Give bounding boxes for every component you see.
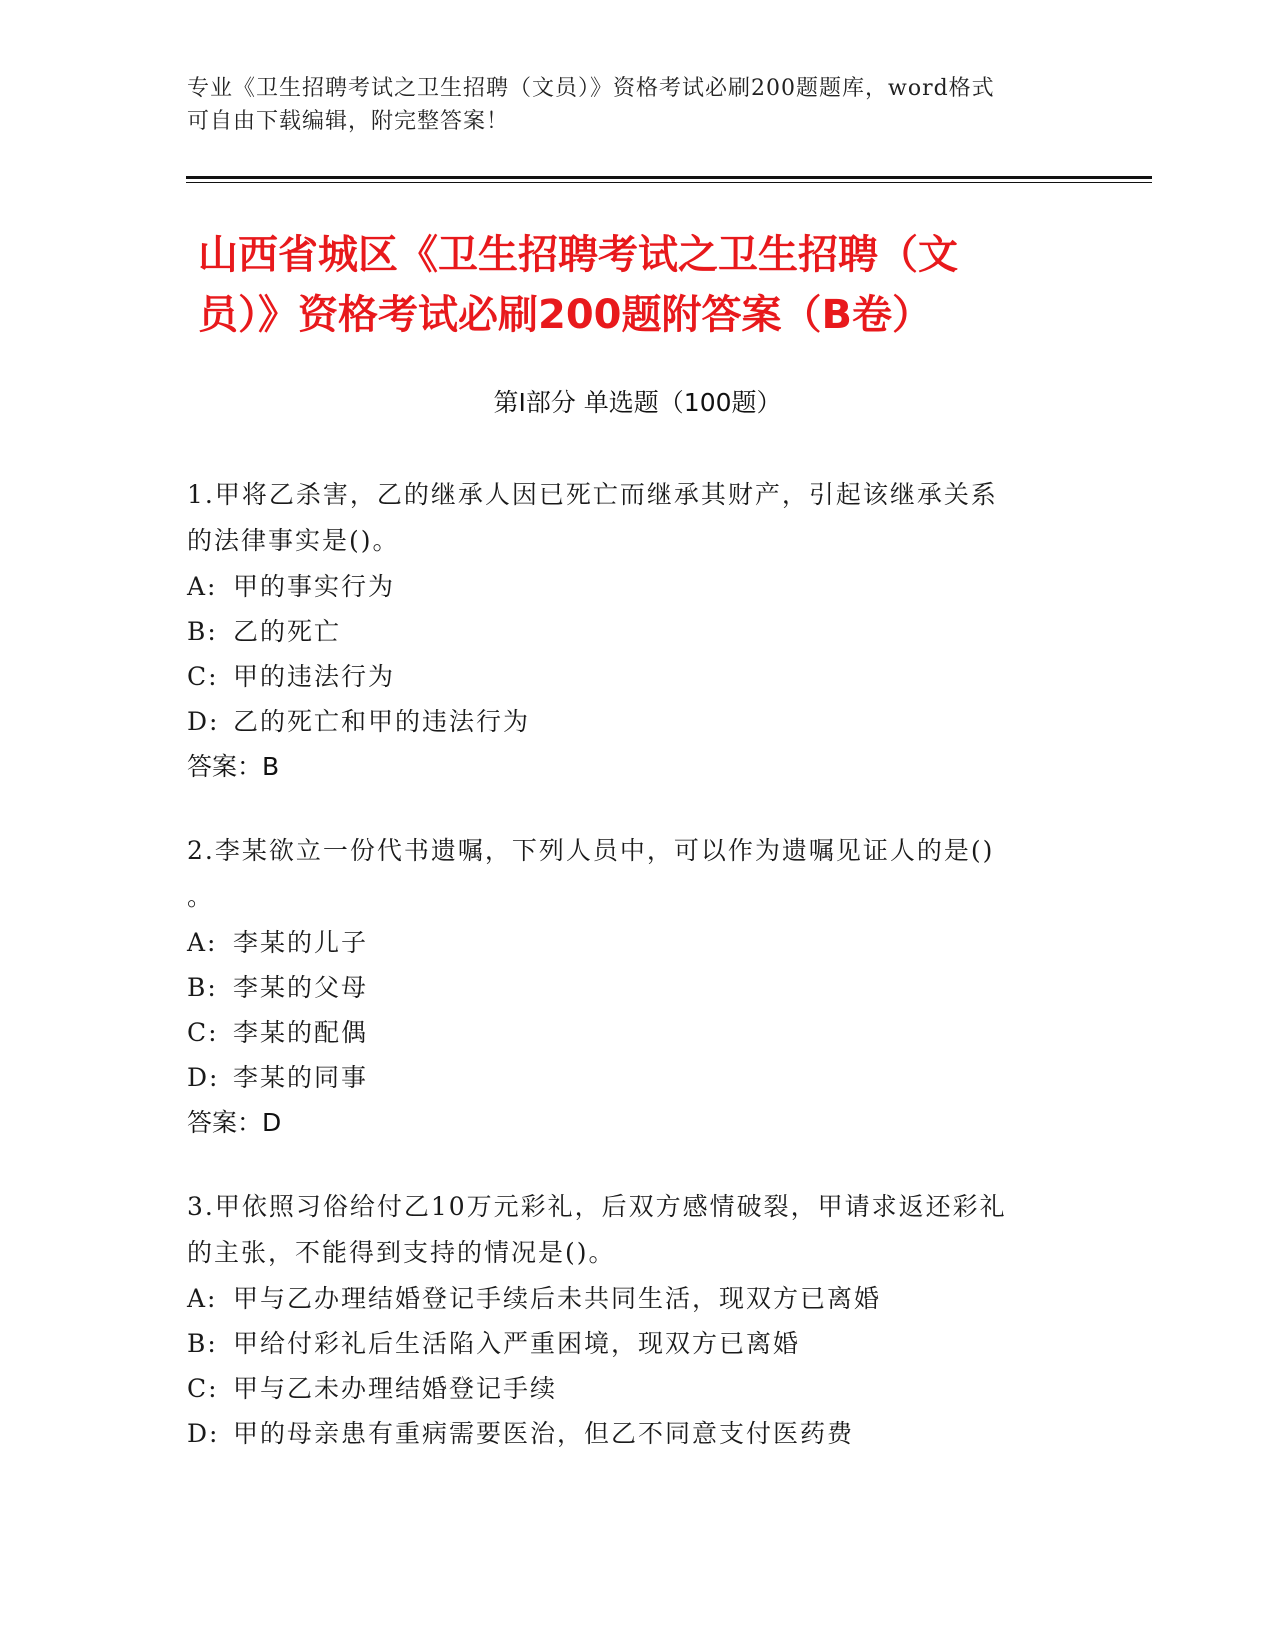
option-key: D: bbox=[187, 1063, 220, 1092]
question-stem bbox=[187, 1184, 1067, 1276]
option-key: B: bbox=[187, 617, 218, 646]
option-key: C: bbox=[187, 662, 219, 691]
option-b bbox=[187, 1321, 1067, 1366]
option-key: C: bbox=[187, 1018, 219, 1047]
option-c bbox=[187, 1366, 1067, 1411]
header-divider-thick bbox=[186, 176, 1152, 179]
section-heading: 第Ⅰ部分 单选题（100题） bbox=[493, 388, 782, 417]
document-header-note bbox=[187, 72, 1067, 138]
option-b bbox=[187, 609, 1067, 654]
option-text: 乙的死亡 bbox=[233, 617, 342, 646]
header-divider-thin bbox=[186, 182, 1152, 183]
answer-label: 答案：B bbox=[187, 752, 280, 781]
option-c bbox=[187, 1010, 1067, 1055]
document-title-line-1: 山西省城区《卫生招聘考试之卫生招聘（文 bbox=[198, 232, 958, 278]
header-note-line-2: 可自由下载编辑，附完整答案！ bbox=[187, 109, 510, 134]
question-2 bbox=[187, 828, 1067, 1146]
option-a bbox=[187, 920, 1067, 965]
question-stem-line-1: 1.甲将乙杀害，乙的继承人因已死亡而继承其财产，引起该继承关系 bbox=[187, 480, 998, 509]
question-3 bbox=[187, 1184, 1067, 1456]
question-list bbox=[187, 472, 1067, 1494]
option-text: 乙的死亡和甲的违法行为 bbox=[233, 707, 531, 736]
question-stem-line-2: 的主张，不能得到支持的情况是()。 bbox=[187, 1238, 616, 1267]
option-text: 李某的配偶 bbox=[233, 1018, 369, 1047]
option-text: 甲与乙办理结婚登记手续后未共同生活，现双方已离婚 bbox=[233, 1284, 882, 1313]
document-title-line-2: 员）》资格考试必刷200题附答案（B卷） bbox=[198, 292, 932, 338]
option-text: 李某的同事 bbox=[233, 1063, 369, 1092]
document-title bbox=[198, 225, 1098, 345]
header-note-line-1: 专业《卫生招聘考试之卫生招聘（文员）》资格考试必刷200题题库，word格式 bbox=[187, 76, 995, 101]
option-a bbox=[187, 564, 1067, 609]
question-stem bbox=[187, 472, 1067, 564]
question-stem-line-2: 。 bbox=[187, 882, 215, 911]
option-text: 李某的儿子 bbox=[233, 928, 369, 957]
option-text: 甲给付彩礼后生活陷入严重困境，现双方已离婚 bbox=[233, 1329, 801, 1358]
question-stem-line-1: 2.李某欲立一份代书遗嘱，下列人员中，可以作为遗嘱见证人的是() bbox=[187, 836, 995, 865]
option-key: A: bbox=[187, 1284, 218, 1313]
option-text: 甲的母亲患有重病需要医治，但乙不同意支付医药费 bbox=[233, 1419, 855, 1448]
answer-label: 答案：D bbox=[187, 1108, 282, 1137]
option-d bbox=[187, 1411, 1067, 1456]
option-key: D: bbox=[187, 1419, 220, 1448]
option-key: B: bbox=[187, 1329, 218, 1358]
question-stem-line-1: 3.甲依照习俗给付乙10万元彩礼，后双方感情破裂，甲请求返还彩礼 bbox=[187, 1192, 1007, 1221]
option-text: 李某的父母 bbox=[233, 973, 369, 1002]
question-stem-line-2: 的法律事实是()。 bbox=[187, 526, 400, 555]
option-b bbox=[187, 965, 1067, 1010]
question-stem bbox=[187, 828, 1067, 920]
option-key: B: bbox=[187, 973, 218, 1002]
option-key: C: bbox=[187, 1374, 219, 1403]
option-key: A: bbox=[187, 572, 218, 601]
option-text: 甲的违法行为 bbox=[233, 662, 396, 691]
option-d bbox=[187, 1055, 1067, 1100]
option-a bbox=[187, 1276, 1067, 1321]
option-key: A: bbox=[187, 928, 218, 957]
option-c bbox=[187, 654, 1067, 699]
option-key: D: bbox=[187, 707, 220, 736]
option-text: 甲与乙未办理结婚登记手续 bbox=[233, 1374, 558, 1403]
option-text: 甲的事实行为 bbox=[233, 572, 396, 601]
question-1 bbox=[187, 472, 1067, 790]
option-d bbox=[187, 699, 1067, 744]
